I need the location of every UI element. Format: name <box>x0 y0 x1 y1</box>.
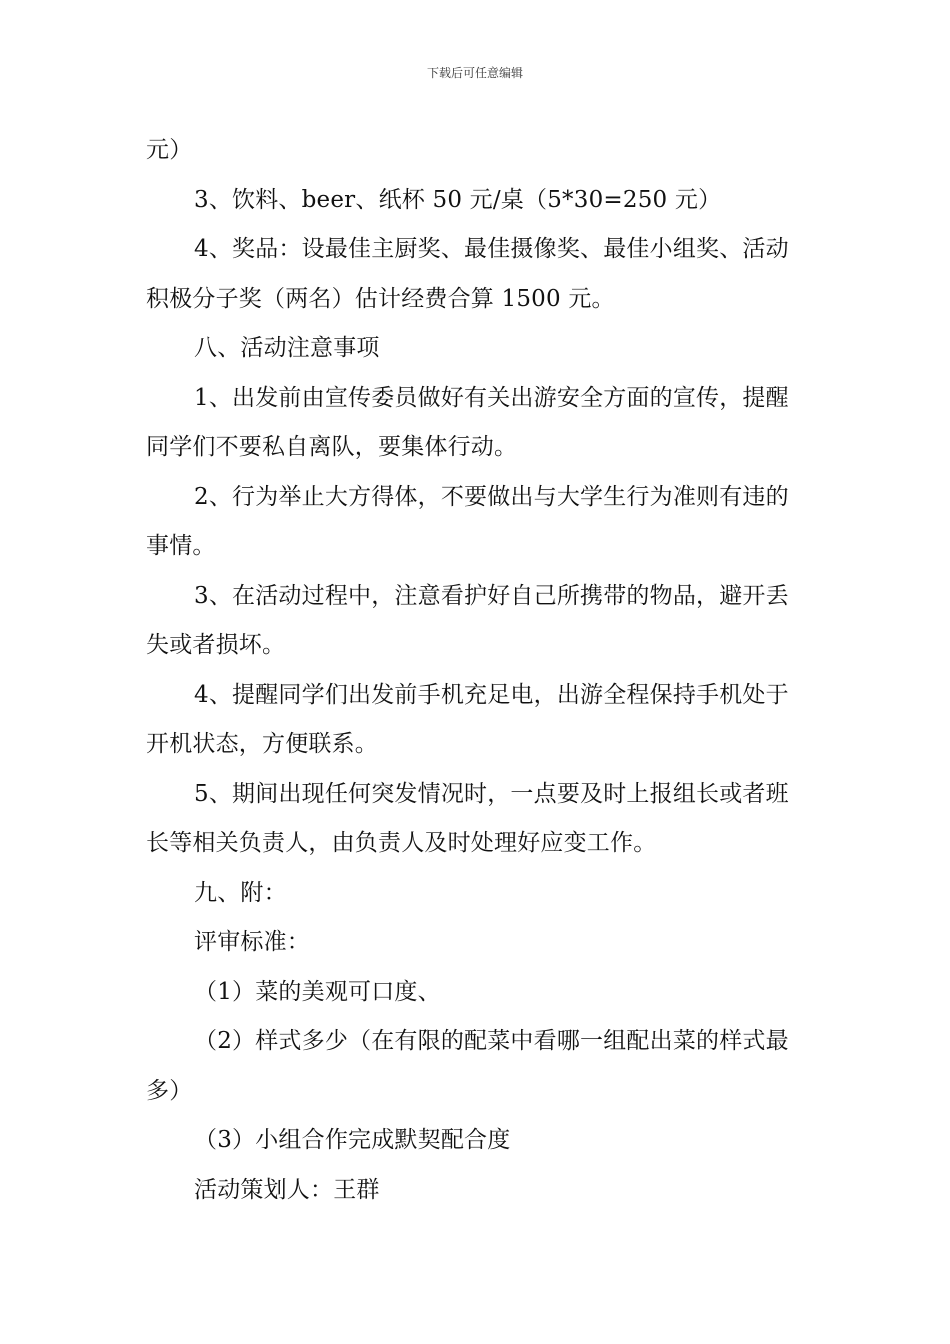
paragraph-criterion-1: （1）菜的美观可口度、 <box>194 978 441 1005</box>
paragraph-precaution-4: 4、提醒同学们出发前手机充足电，出游全程保持手机处于开机状态，方便联系。 <box>146 681 789 757</box>
paragraph-precaution-3: 3、在活动过程中，注意看护好自己所携带的物品，避开丢失或者损坏。 <box>146 582 789 658</box>
paragraph-precaution-1: 1、出发前由宣传委员做好有关出游安全方面的宣传，提醒同学们不要私自离队，要集体行动。 <box>146 384 789 460</box>
paragraph-budget-continuation: 元） <box>146 137 193 163</box>
paragraph-criteria-title: 评审标准： <box>194 929 310 955</box>
paragraph-planner: 活动策划人：王群 <box>194 1176 380 1203</box>
section-heading-appendix: 九、附： <box>194 879 287 906</box>
paragraph-precaution-5: 5、期间出现任何突发情况时，一点要及时上报组长或者班长等相关负责人，由负责人及时处理好应变工作。 <box>146 780 789 856</box>
page-header: 下载后可任意编辑 <box>426 66 523 80</box>
paragraph-precaution-2: 2、行为举止大方得体，不要做出与大学生行为准则有违的事情。 <box>146 483 789 559</box>
document-body <box>146 126 806 1215</box>
section-heading-precautions: 八、活动注意事项 <box>194 335 380 361</box>
paragraph-criterion-3: （3）小组合作完成默契配合度 <box>194 1127 511 1153</box>
paragraph-prizes-budget: 4、奖品：设最佳主厨奖、最佳摄像奖、最佳小组奖、活动积极分子奖（两名）估计经费合算 1500 元。 <box>146 236 789 312</box>
paragraph-drinks-budget: 3、饮料、beer、纸杯 50 元/桌（5*30=250 元） <box>194 186 722 213</box>
paragraph-criterion-2: （2）样式多少（在有限的配菜中看哪一组配出菜的样式最多） <box>146 1028 789 1104</box>
